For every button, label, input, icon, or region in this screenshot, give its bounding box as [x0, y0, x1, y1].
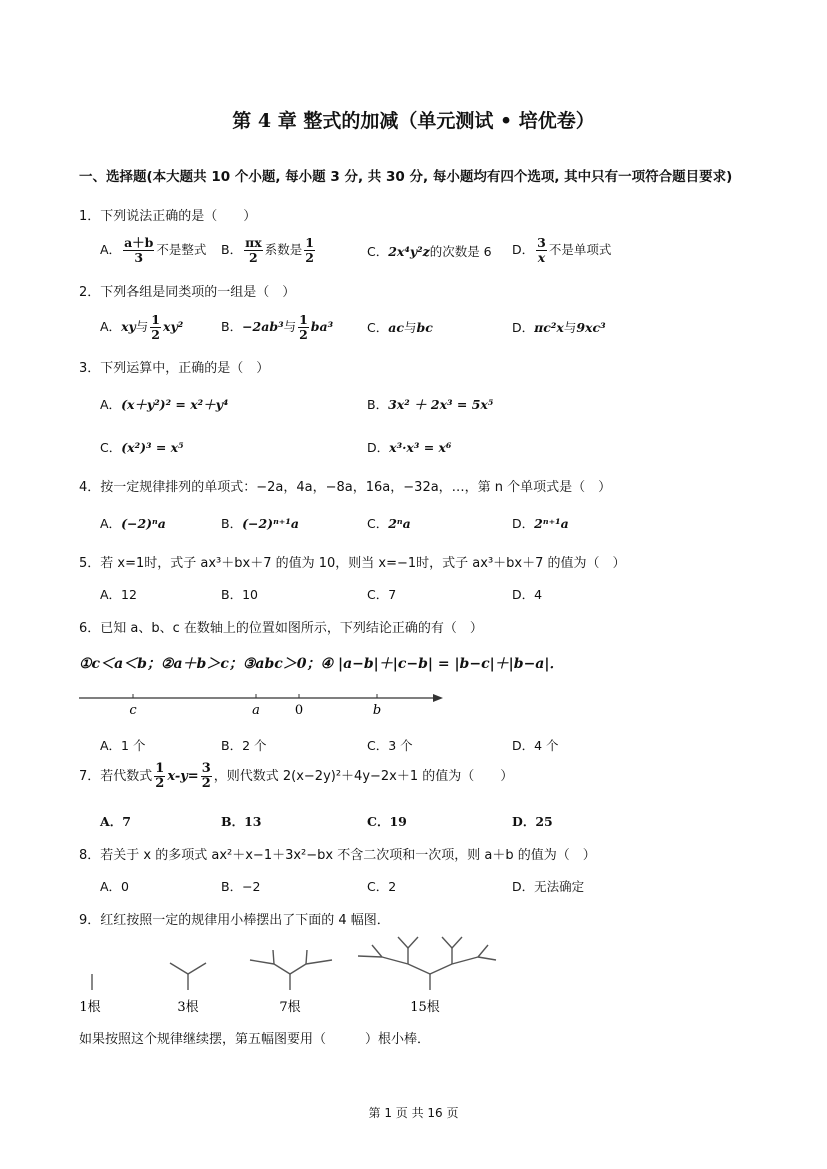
math-expression: ac — [388, 320, 404, 335]
denominator: 2 — [201, 776, 211, 791]
denominator: 2 — [151, 327, 160, 342]
math-expression: ba³ — [310, 319, 334, 334]
option-letter: D． — [512, 242, 535, 257]
numerator: 1 — [305, 235, 314, 250]
option-text: 与 — [563, 320, 577, 335]
q3-option-c — [100, 438, 184, 456]
option-letter: A． — [100, 516, 122, 531]
math-expression: 9xc³ — [576, 320, 606, 335]
stick-figure-15 — [358, 937, 496, 990]
q8-option-c: C．2 — [367, 879, 397, 894]
fraction — [150, 313, 161, 342]
arrow-head — [433, 694, 443, 702]
q4-option-a — [100, 514, 166, 532]
numerator: 1 — [299, 312, 308, 327]
q2-option-d — [512, 318, 606, 336]
option-text: 系数是 — [264, 242, 303, 257]
figure-label-3: 3根 — [177, 1000, 199, 1015]
math-expression: bc — [416, 320, 433, 335]
fraction — [298, 313, 309, 342]
option-text: 与 — [135, 319, 149, 334]
math-expression: xy² — [163, 319, 184, 334]
option-letter: B． — [221, 516, 243, 531]
option-letter: D． — [367, 440, 390, 455]
question-9-followup: 如果按照这个规律继续摆，第五幅图要用（ ）根小棒． — [79, 1032, 431, 1047]
denominator: 2 — [249, 250, 258, 265]
denominator: 2 — [305, 250, 314, 265]
denominator: x — [537, 250, 546, 265]
denominator: 2 — [299, 327, 308, 342]
numerator: 3 — [201, 761, 211, 776]
number-line — [75, 685, 450, 721]
option-letter: C． — [367, 320, 389, 335]
math-expression: 2ⁿa — [388, 516, 411, 531]
question-2-stem: 2．下列各组是同类项的一组是（ ） — [79, 285, 296, 300]
math-expression: (x＋y²)² = x²＋y⁴ — [121, 397, 229, 412]
q7-option-b: B．13 — [221, 814, 262, 829]
q5-option-d: D．4 — [512, 587, 543, 602]
math-expression: (−2)ⁿ⁺¹a — [242, 516, 299, 531]
question-5-stem: 5．若 x=1时，式子 ax³＋bx＋7 的值为 10，则当 x=−1时，式子 ax³＋bx＋7 的值为（ ） — [79, 556, 626, 571]
question-3-stem: 3．下列运算中，正确的是（ ） — [79, 361, 270, 376]
q1-option-c — [367, 242, 492, 260]
q4-option-c — [367, 514, 411, 532]
q7-option-c: C．19 — [367, 814, 407, 829]
q2-option-c — [367, 318, 433, 336]
option-text: 的次数是 6 — [429, 244, 492, 259]
question-7-stem — [79, 762, 513, 791]
label-zero: 0 — [294, 703, 304, 718]
question-6-stem: 6．已知 a、b、c 在数轴上的位置如图所示，下列结论正确的有（ ） — [79, 621, 483, 636]
q7-option-a: A．7 — [100, 814, 131, 829]
option-letter: C． — [367, 244, 389, 259]
option-letter: D． — [512, 516, 535, 531]
option-letter: B． — [221, 242, 243, 257]
q8-option-d: D．无法确定 — [512, 879, 585, 894]
page-footer: 第 1 页 共 16 页 — [368, 1106, 459, 1120]
q2-option-b — [221, 313, 333, 342]
label-a: a — [252, 703, 260, 718]
page-title: 第 4 章 整式的加减（单元测试 • 培优卷） — [232, 110, 595, 132]
label-c: c — [129, 703, 137, 718]
fraction — [304, 236, 315, 265]
question-1-stem: 1．下列说法正确的是（ ） — [79, 209, 257, 224]
q8-option-a: A．0 — [100, 879, 130, 894]
numerator: 1 — [155, 761, 165, 776]
numerator: 1 — [151, 312, 160, 327]
stick-figure-7 — [250, 950, 332, 990]
option-text: 不是整式 — [156, 242, 207, 257]
option-letter: A． — [100, 319, 122, 334]
math-expression: 3x² ＋ 2x³ = 5x⁵ — [388, 397, 494, 412]
section-heading: 一、选择题(本大题共 10 个小题, 每小题 3 分, 共 30 分, 每小题均有四个选项, 其中只有一项符合题目要求) — [79, 169, 733, 185]
denominator: 3 — [134, 250, 144, 265]
figure-label-1: 1根 — [79, 1000, 101, 1015]
option-letter: C． — [100, 440, 122, 455]
math-expression: ①c＜a＜b；②a＋b＞c；③abc＞0；④ |a−b|＋|c−b| = |b−c|＋|b−a|． — [79, 656, 564, 672]
numerator: πx — [245, 235, 262, 250]
question-8-stem: 8．若关于 x 的多项式 ax²＋x−1＋3x²−bx 不含二次项和一次项，则 a＋b 的值为（ ） — [79, 848, 596, 863]
math-expression: 2ⁿ⁺¹a — [534, 516, 569, 531]
figure-label-15: 15根 — [410, 1000, 440, 1015]
math-expression: (−2)ⁿa — [121, 516, 166, 531]
stem-text: ，则代数式 2(x−2y)²＋4y−2x＋1 的值为（ ） — [213, 769, 514, 784]
fraction — [201, 762, 212, 791]
fraction — [123, 236, 154, 265]
option-text: 不是单项式 — [548, 242, 612, 257]
q3-option-a — [100, 395, 228, 413]
math-expression: 2x⁴y²z — [388, 244, 430, 259]
math-expression: πc²x — [534, 320, 564, 335]
stick-figure-3 — [170, 963, 206, 990]
q3-option-d — [367, 438, 451, 456]
figure-label-7: 7根 — [279, 1000, 301, 1015]
math-expression: xy — [121, 319, 136, 334]
fraction — [536, 236, 547, 265]
numerator: a＋b — [124, 235, 154, 250]
fraction — [244, 236, 263, 265]
q6-conditions — [79, 653, 563, 673]
q6-option-a: A．1 个 — [100, 738, 146, 753]
q1-option-d — [512, 236, 611, 265]
q3-option-b — [367, 395, 493, 413]
numerator: 3 — [537, 235, 546, 250]
q7-option-d: D．25 — [512, 814, 553, 829]
question-9-stem: 9．红红按照一定的规律用小棒摆出了下面的 4 幅图． — [79, 913, 390, 928]
math-expression: (x²)³ = x⁵ — [121, 440, 184, 455]
stem-text: 7．若代数式 — [79, 769, 153, 784]
option-letter: B． — [367, 397, 389, 412]
option-letter: C． — [367, 516, 389, 531]
q4-option-b — [221, 514, 299, 532]
option-letter: D． — [512, 320, 535, 335]
option-letter: A． — [100, 397, 122, 412]
q4-option-d — [512, 514, 569, 532]
q1-option-a — [100, 236, 206, 265]
q5-option-b: B．10 — [221, 587, 258, 602]
fraction — [154, 762, 165, 791]
denominator: 2 — [155, 776, 165, 791]
q2-option-a — [100, 313, 183, 342]
question-4-stem: 4．按一定规律排列的单项式：−2a，4a，−8a，16a，−32a，…，第 n 个单项式是（ ） — [79, 480, 612, 495]
stick-figures — [70, 930, 510, 1020]
option-letter: B． — [221, 319, 243, 334]
q6-option-d: D．4 个 — [512, 738, 559, 753]
q6-option-c: C．3 个 — [367, 738, 413, 753]
q6-option-b: B．2 个 — [221, 738, 267, 753]
option-text: 与 — [283, 319, 297, 334]
option-text: 与 — [403, 320, 417, 335]
q5-option-a: A．12 — [100, 587, 137, 602]
q5-option-c: C．7 — [367, 587, 397, 602]
math-expression: x-y= — [167, 769, 199, 784]
q1-option-b — [221, 236, 317, 265]
math-expression: −2ab³ — [242, 319, 284, 334]
option-letter: A． — [100, 242, 122, 257]
math-expression: x³·x³ = x⁶ — [389, 440, 452, 455]
label-b: b — [372, 703, 382, 718]
q8-option-b: B．−2 — [221, 879, 261, 894]
